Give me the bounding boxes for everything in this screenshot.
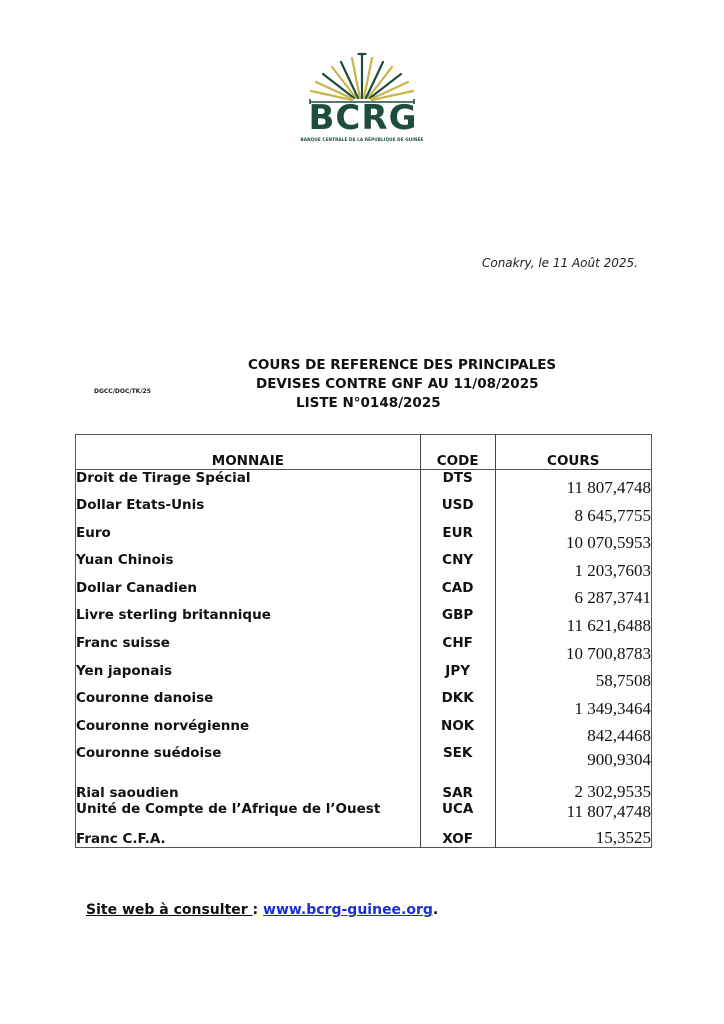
currency-rate: 11 807,4748	[495, 801, 651, 821]
title-line-2: DEVISES CONTRE GNF AU 11/08/2025	[256, 376, 539, 392]
table-row	[76, 779, 652, 801]
table-row	[76, 821, 652, 847]
currency-code: SEK	[420, 745, 495, 779]
document-reference: DGCC/DOC/TK/25	[94, 388, 151, 395]
column-header-rate: COURS	[495, 435, 651, 470]
currency-rate: 58,7508	[495, 663, 651, 691]
currency-rate: 900,9304	[495, 745, 651, 779]
table-row	[76, 470, 652, 498]
currency-code: NOK	[420, 718, 495, 746]
currency-rate: 1 349,3464	[495, 690, 651, 718]
website-colon: :	[252, 902, 264, 918]
currency-name: Rial saoudien	[76, 785, 179, 802]
website-footer	[86, 902, 438, 918]
currency-code: JPY	[420, 663, 495, 691]
currency-name: Unité de Compte de l’Afrique de l’Ouest	[76, 801, 381, 818]
currency-name: Dollar Etats-Unis	[76, 497, 205, 514]
currency-rate: 10 700,8783	[495, 635, 651, 663]
document-title	[220, 356, 570, 413]
table-row	[76, 635, 652, 663]
table-row	[76, 801, 652, 821]
currency-code: USD	[420, 497, 495, 525]
currency-code: DTS	[420, 470, 495, 498]
title-line-1: COURS DE REFERENCE DES PRINCIPALES	[248, 357, 557, 373]
currency-code: DKK	[420, 690, 495, 718]
currency-code: CAD	[420, 580, 495, 608]
table-row	[76, 607, 652, 635]
logo-acronym: BCRG	[308, 98, 418, 138]
currency-rate: 8 645,7755	[495, 497, 651, 525]
currency-rate: 11 807,4748	[495, 470, 651, 498]
sunburst-nails-icon	[296, 48, 428, 104]
currency-name: Droit de Tirage Spécial	[76, 470, 251, 486]
logo-full-name: BANQUE CENTRALE DE LA RÉPUBLIQUE DE GUINÉE	[300, 137, 424, 142]
currency-name: Dollar Canadien	[76, 579, 197, 596]
table-row	[76, 690, 652, 718]
currency-rate: 2 302,9535	[495, 779, 651, 801]
table-row	[76, 580, 652, 608]
currency-name: Franc C.F.A.	[76, 830, 166, 847]
currency-code: UCA	[420, 801, 495, 821]
currency-rate: 15,3525	[495, 821, 651, 847]
currency-name: Couronne suédoise	[76, 745, 222, 762]
website-period: .	[432, 902, 439, 918]
place-date: Conakry, le 11 Août 2025.	[481, 256, 638, 270]
currency-code: SAR	[420, 779, 495, 801]
currency-code: EUR	[420, 525, 495, 553]
bcrg-logo	[296, 48, 428, 148]
currency-rate: 842,4468	[495, 718, 651, 746]
currency-rate: 10 070,5953	[495, 525, 651, 553]
currency-rate: 6 287,3741	[495, 580, 651, 608]
currency-code: CNY	[420, 552, 495, 580]
title-line-3: LISTE N°0148/2025	[296, 395, 441, 411]
currency-name: Franc suisse	[76, 635, 170, 652]
website-label: Site web à consulter	[86, 902, 253, 918]
column-header-code: CODE	[420, 435, 495, 470]
table-row	[76, 718, 652, 746]
website-link[interactable]: www.bcrg-guinee.org	[263, 902, 433, 918]
currency-name: Yen japonais	[76, 662, 173, 679]
currency-code: GBP	[420, 607, 495, 635]
currency-rate: 1 203,7603	[495, 552, 651, 580]
table-row	[76, 552, 652, 580]
table-row	[76, 497, 652, 525]
exchange-rates-table	[75, 434, 652, 848]
currency-name: Euro	[76, 524, 111, 541]
column-header-currency: MONNAIE	[76, 435, 421, 470]
currency-name: Couronne norvégienne	[76, 717, 250, 734]
currency-name: Couronne danoise	[76, 690, 214, 707]
currency-name: Yuan Chinois	[76, 552, 174, 569]
currency-code: CHF	[420, 635, 495, 663]
currency-rate: 11 621,6488	[495, 607, 651, 635]
table-row	[76, 525, 652, 553]
table-header-row	[76, 435, 652, 470]
table-row	[76, 663, 652, 691]
currency-name: Livre sterling britannique	[76, 607, 271, 624]
currency-code: XOF	[420, 821, 495, 847]
table-row	[76, 745, 652, 779]
